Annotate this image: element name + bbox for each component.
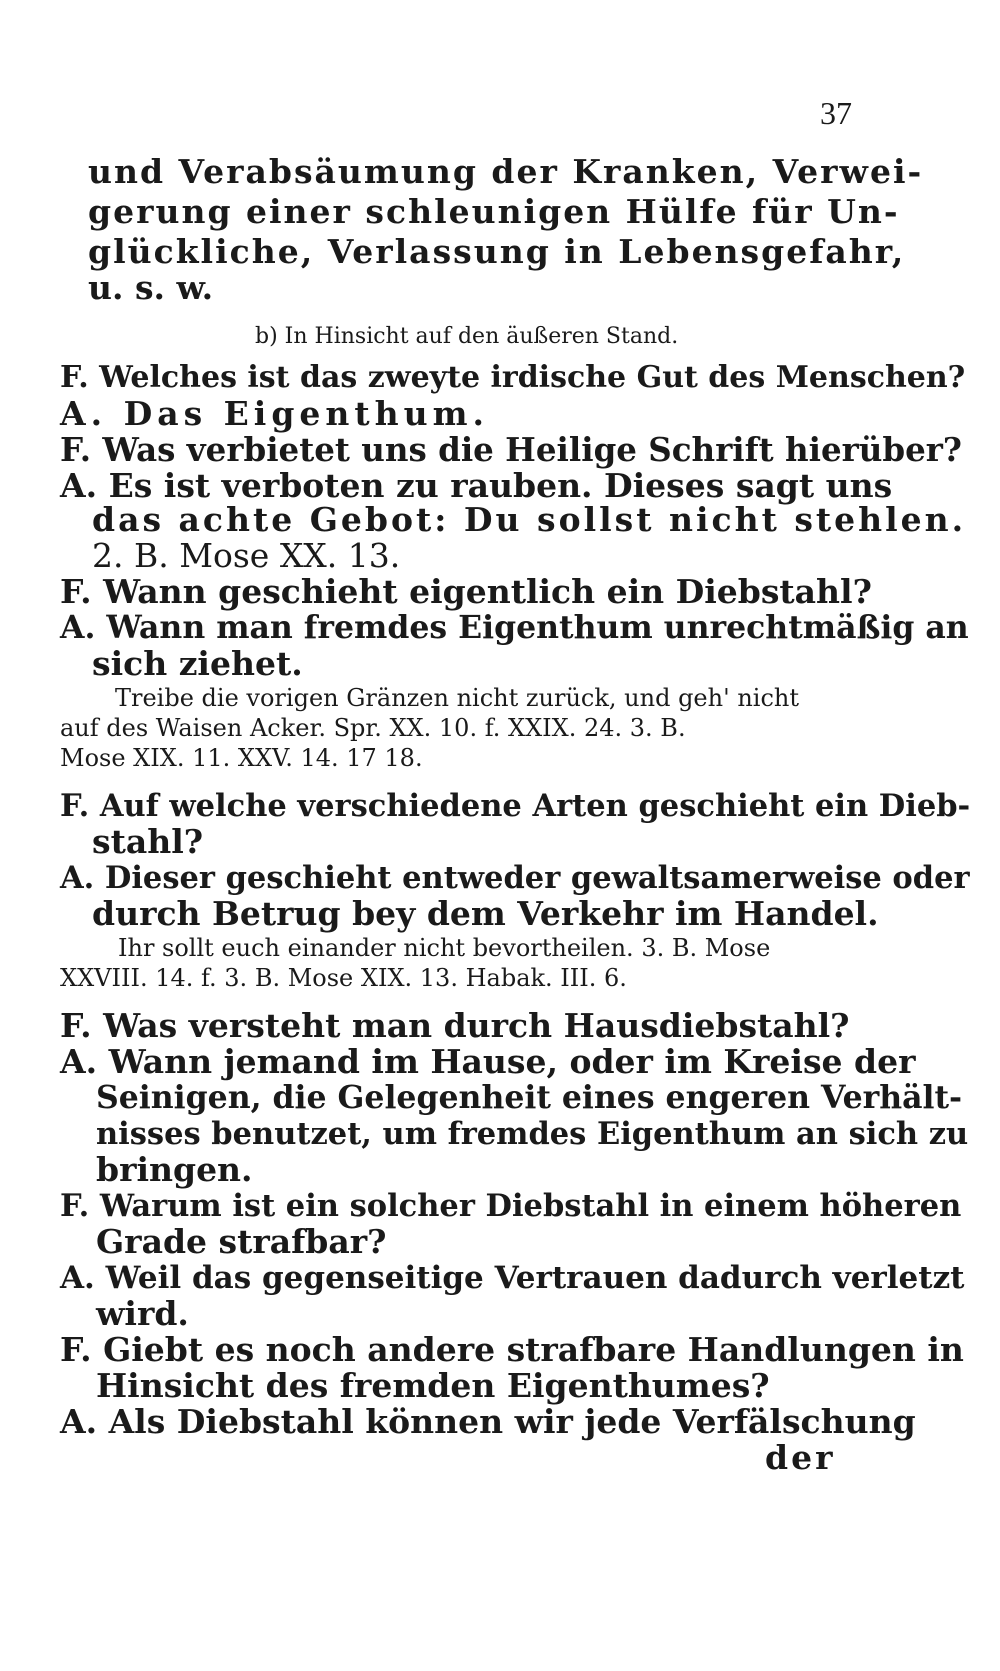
catchword: der xyxy=(765,1438,836,1477)
text-line: gerung einer schleunigen Hülfe für Un- xyxy=(88,192,900,231)
answer-line: A. Wann man fremdes Eigenthum unrechtmäßig an xyxy=(60,609,969,646)
text-line: sich ziehet. xyxy=(92,644,303,683)
answer-line: A. Das Eigenthum. xyxy=(60,394,490,433)
text-line: stahl? xyxy=(92,822,204,861)
text-line: das achte Gebot: Du sollst nicht stehlen. xyxy=(92,500,967,539)
question-line: F. Was versteht man durch Hausdiebstahl? xyxy=(60,1006,850,1045)
answer-line: A. Weil das gegenseitige Vertrauen dadurch verletzt xyxy=(60,1260,965,1296)
scripture-quote: Ihr sollt euch einander nicht bevortheilen. 3. B. Mose xyxy=(118,934,771,962)
question-line: F. Was verbietet uns die Heilige Schrift hierüber? xyxy=(60,430,962,469)
answer-line: A. Es ist verboten zu rauben. Dieses sagt uns xyxy=(60,466,893,505)
question-line: F. Welches ist das zweyte irdische Gut des Menschen? xyxy=(60,360,966,395)
text-line: bringen. xyxy=(96,1150,253,1189)
answer-line: A. Als Diebstahl können wir jede Verfälschung xyxy=(60,1402,916,1441)
section-heading: b) In Hinsicht auf den äußeren Stand. xyxy=(255,324,679,349)
text-line: Seinigen, die Gelegenheit eines engeren Verhält- xyxy=(96,1079,963,1116)
text-line: Grade strafbar? xyxy=(96,1222,387,1261)
text-line: Hinsicht des fremden Eigenthumes? xyxy=(96,1366,770,1405)
answer-line: A. Wann jemand im Hause, oder im Kreise der xyxy=(60,1042,916,1081)
scripture-quote: auf des Waisen Acker. Spr. XX. 10. f. XXIX. 24. 3. B. xyxy=(60,714,686,742)
text-line: wird. xyxy=(96,1294,189,1333)
scripture-reference: XXVIII. 14. f. 3. B. Mose XIX. 13. Habak. III. 6. xyxy=(60,964,627,992)
text-line: nisses benutzet, um fremdes Eigenthum an sich zu xyxy=(96,1116,969,1152)
scripture-quote: Treibe die vorigen Gränzen nicht zurück, und geh' nicht xyxy=(115,684,799,712)
text-line: u. s. w. xyxy=(88,268,214,307)
question-line: F. Wann geschieht eigentlich ein Diebstahl? xyxy=(60,572,872,611)
text-line: glückliche, Verlassung in Lebensgefahr, xyxy=(88,232,906,271)
answer-line: A. Dieser geschieht entweder gewaltsamerweise oder xyxy=(60,860,970,896)
question-line: F. Giebt es noch andere strafbare Handlungen in xyxy=(60,1330,964,1369)
text-line: durch Betrug bey dem Verkehr im Handel. xyxy=(92,894,879,933)
text-line: und Verabsäumung der Kranken, Verwei- xyxy=(88,152,924,191)
scripture-reference: Mose XIX. 11. XXV. 14. 17 18. xyxy=(60,744,423,772)
question-line: F. Auf welche verschiedene Arten geschieht ein Dieb- xyxy=(60,788,971,824)
question-line: F. Warum ist ein solcher Diebstahl in einem höheren xyxy=(60,1188,962,1224)
page-number: 37 xyxy=(820,95,852,131)
scripture-reference: 2. B. Mose XX. 13. xyxy=(92,536,401,575)
